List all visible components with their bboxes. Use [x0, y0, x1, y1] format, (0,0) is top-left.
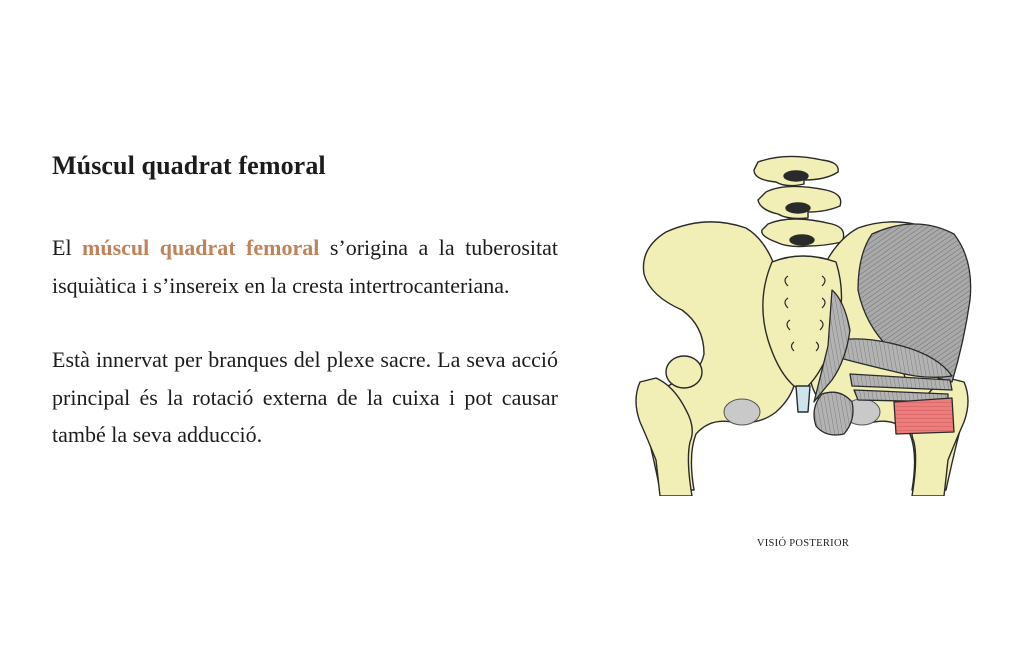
description-paragraph-1	[52, 229, 558, 304]
paragraph-1-start: El	[52, 235, 83, 260]
pelvis-illustration	[626, 150, 978, 496]
figure-caption: VISIÓ POSTERIOR	[756, 538, 850, 549]
text-column	[52, 146, 558, 454]
page-title: Múscul quadrat femoral	[52, 151, 326, 180]
lumbar-vertebrae	[754, 156, 844, 246]
description-paragraph-2: Està innervat per branques del plexe sacre. La seva acció principal és la rotació externa de la cuixa i pot causar també la seva adducció.	[52, 347, 558, 447]
quadratus-femoris-muscle	[894, 398, 954, 434]
highlighted-muscle-term: múscul quadrat femoral	[82, 235, 320, 260]
paragraph-1-end: s’origina a la tuberositat isquiàtica i s’insereix en la cresta intertrocanteriana.	[52, 235, 558, 298]
